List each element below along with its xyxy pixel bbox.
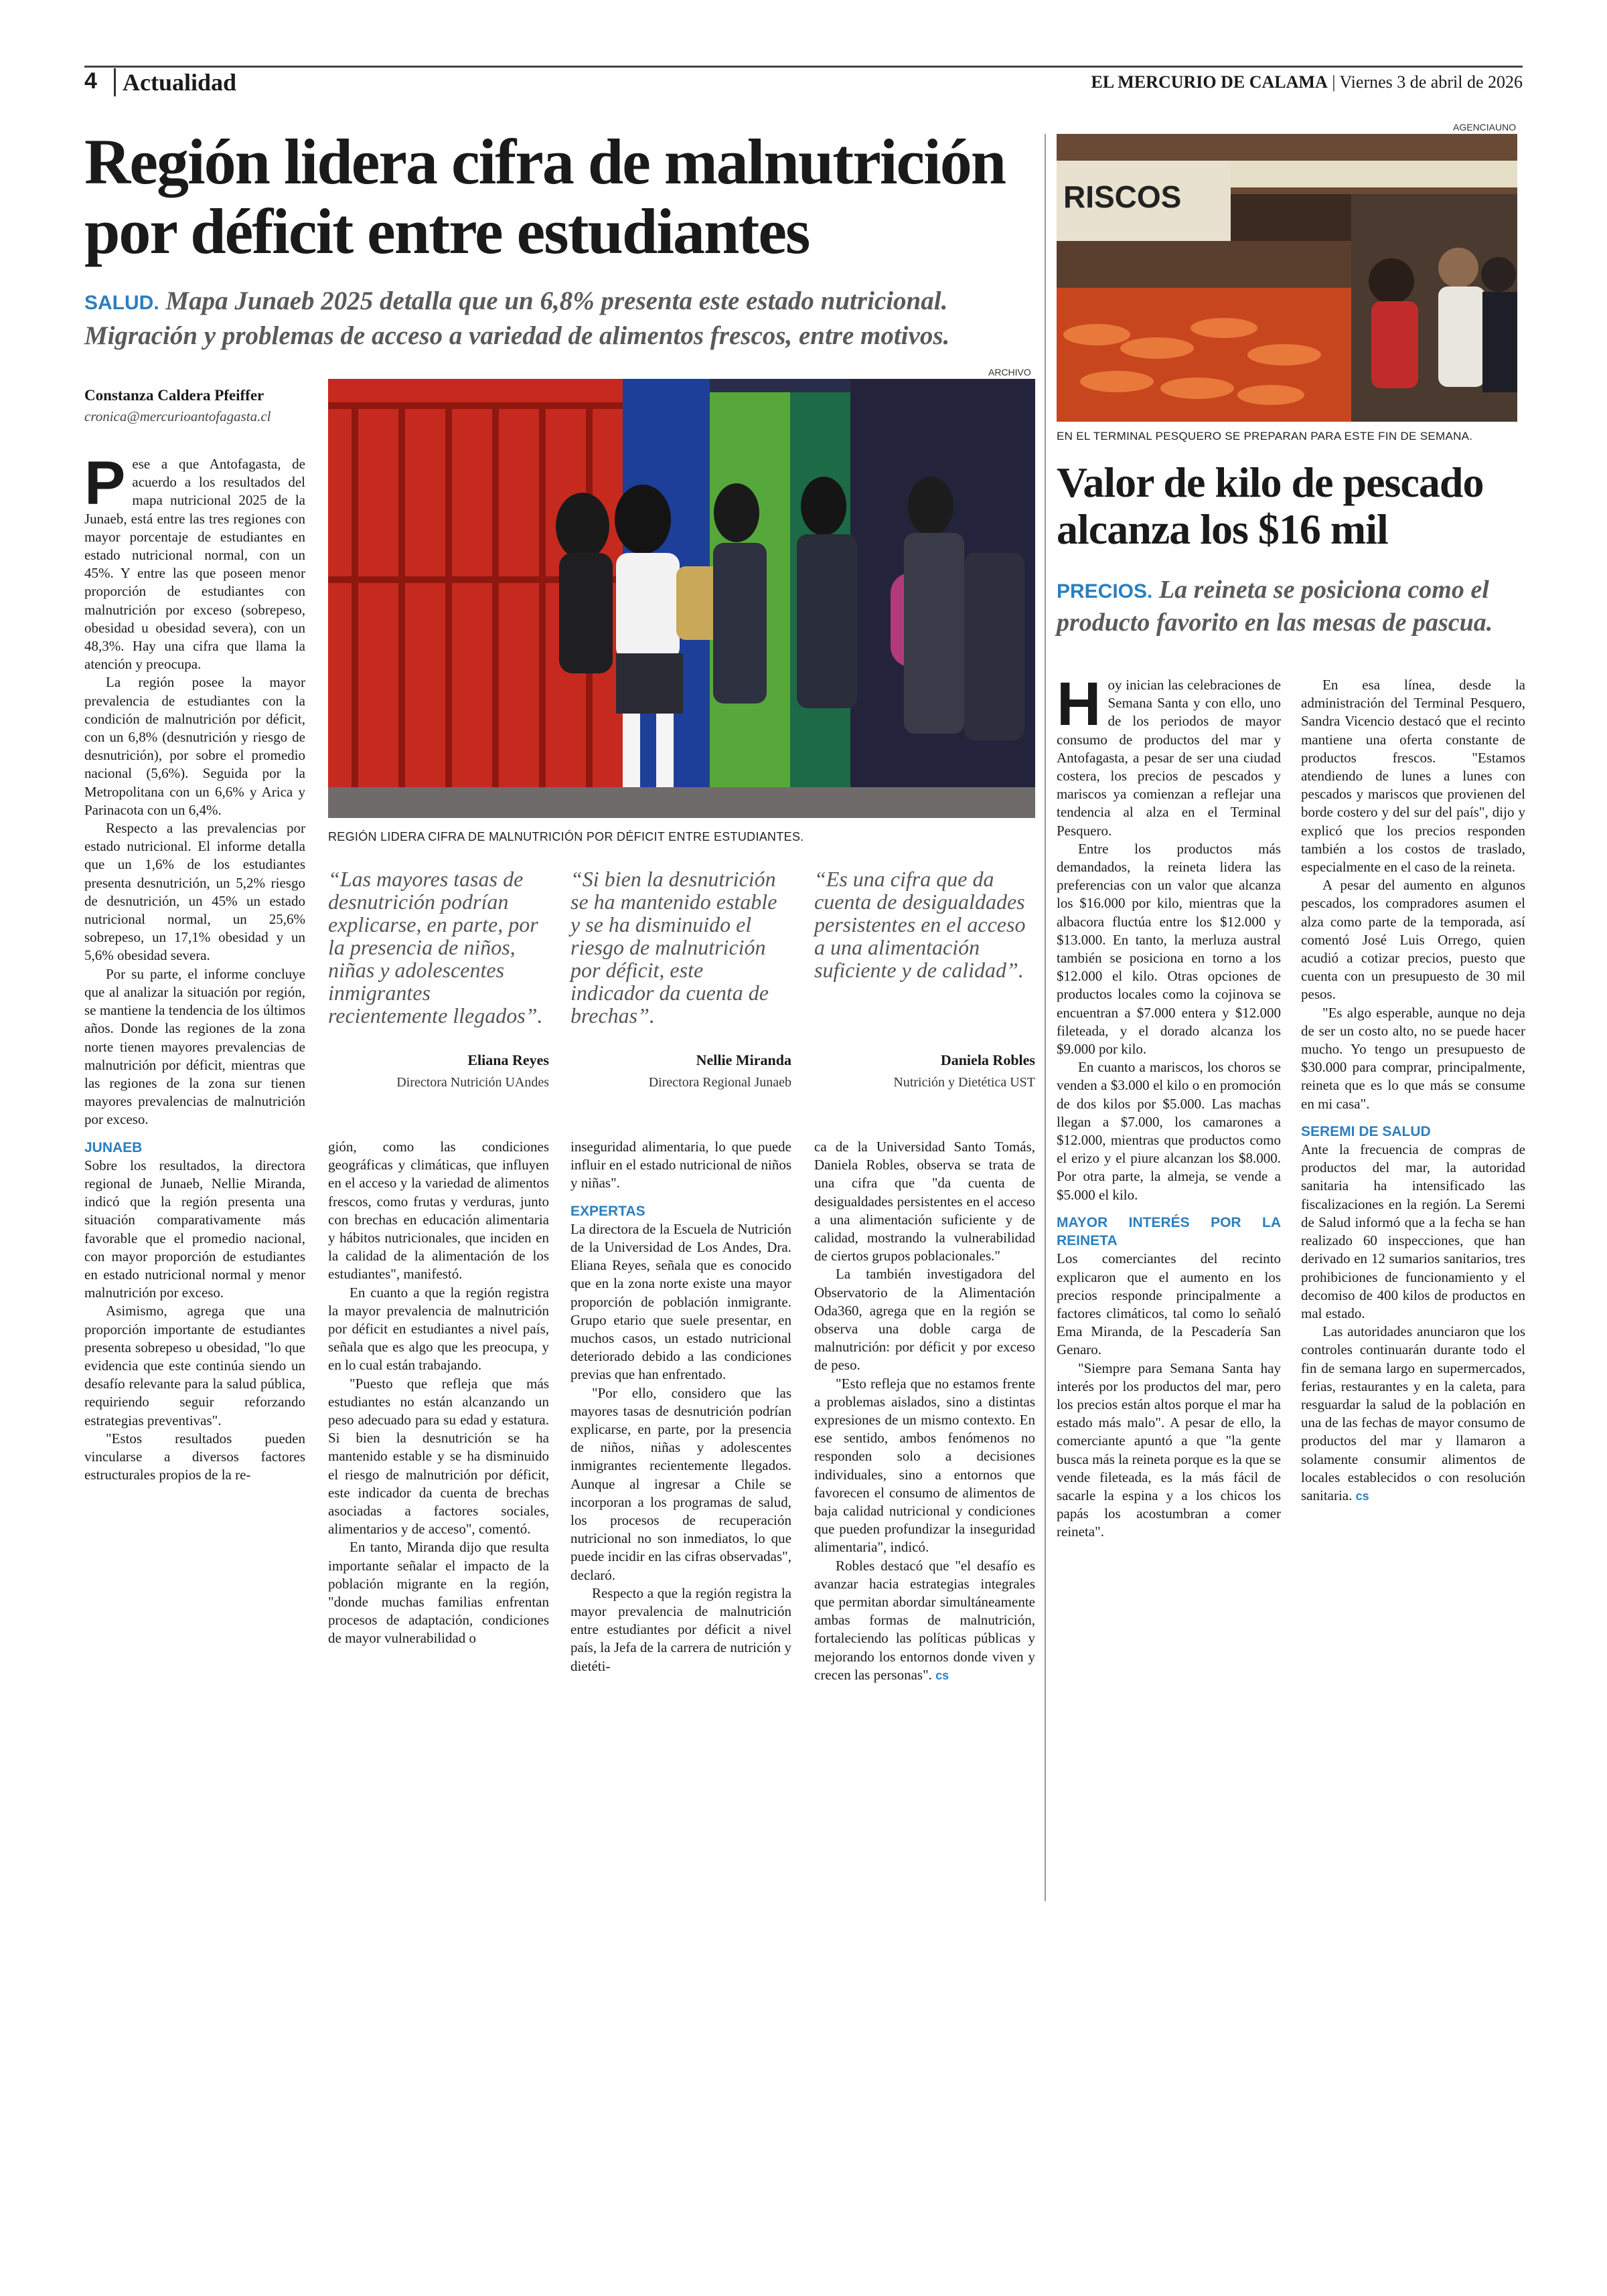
main-col3-p3: "Por ello, considero que las mayores tasas de desnutrición podrían explicarse, en parte, por la presencia de niños, niñas y adolescentes inmigrantes recientemente llegados. Aunque al ingresar a Chile se incorporan a los programas de salud, los procesos de recuperación nutricional no son inmediatos, lo que puede incidir en las cifras observadas", declaró. [570, 1384, 791, 1583]
second-lead-text: La reineta se posiciona como el producto favorito en las mesas de pascua. [1057, 576, 1493, 637]
dropcap-second: H [1057, 670, 1101, 738]
main-col4-p2: La también investigadora del Observatorio de la Alimentación Oda360, agrega que en la región se observa una doble carga de malnutrición: por déficit y por exceso de peso. [814, 1266, 1035, 1374]
main-lead-text: Mapa Junaeb 2025 detalla que un 6,8% presenta este estado nutricional. Migración y problemas de acceso a variedad de alimentos frescos, entre motivos. [84, 286, 950, 350]
second-col1-p5: "Siempre para Semana Santa hay interés por los productos del mar, pero los precios están altos porque el mar ha estado más malo". A pesar de ello, la comerciante apuntó a que "la gente busca más la reineta porque es la que se vende fileteada, es la más fácil de sacarle la espina y a los chicos los papás los acostumbran a comer reineta". [1057, 1360, 1281, 1540]
main-col2-p2: En cuanto a que la región registra la mayor prevalencia de malnutrición por déficit en estudiantes a nivel país, señala que es algo que les preocupa, y en lo cual están trabajando. [328, 1284, 549, 1374]
main-col2-p3: "Puesto que refleja que más estudiantes no están alcanzando un peso adecuado para su edad y estatura. Si bien la desnutrición se ha mantenido estable y se ha disminuido el riesgo de malnutrición por déficit, este indicador da cuenta de brechas asociadas a factores sociales, alimentarios y de acceso", comentó. [328, 1375, 549, 1538]
folio-rule [84, 66, 1523, 68]
main-col1-p4: Por su parte, el informe concluye que al analizar la situación por región, se mantiene la tendencia de los últimos años. Donde las regiones de la zona norte tienen mayores prevalencias de malnutrición por déficit, mientras que las regiones de la zona sur tienen mayores prevalencias de malnutrición por exceso. [84, 965, 305, 1128]
photo-caption-second: EN EL TERMINAL PESQUERO SE PREPARAN PARA ESTE FIN DE SEMANA. [1057, 430, 1473, 442]
second-col1-p4: Los comerciantes del recinto explicaron que el aumento en los precios responde principalmente a factores climáticos, tal como lo señaló Ema Miranda, de la Pescadería San Genaro. [1057, 1250, 1281, 1358]
pull-quote-2: “Si bien la desnutrición se ha mantenido estable y se ha disminuido el riesgo de malnutrición por déficit, este indicador da cuenta de brechas”. [570, 867, 777, 1028]
photo-credit-second: AGENCIAUNO [1453, 122, 1517, 133]
main-col2-p1: gión, como las condiciones geográficas y climáticas, que influyen en el acceso y la variedad de alimentos frescos, como frutas y verduras, junto con brechas en educación alimentaria y hábitos nutricionales, que inciden en la calidad de la alimentación de los estudiantes", manifestó. [328, 1139, 549, 1283]
photo-students [328, 379, 1035, 818]
second-col2-p4: Ante la frecuencia de compras de productos del mar, la autoridad sanitaria ha intensificado las fiscalizaciones en la región. La Seremi de Salud informó que a la fecha se han realizado 60 inspecciones, que han derivado en 12 sumarios sanitarios, tres prohibiciones de funcionamiento y el decomiso de 400 kilos de productos en mal estado. [1301, 1141, 1525, 1321]
photo-caption-main: REGIÓN LIDERA CIFRA DE MALNUTRICIÓN POR DÉFICIT ENTRE ESTUDIANTES. [328, 830, 804, 843]
photo-fish-market-image [1057, 134, 1517, 422]
section-name: Actualidad [114, 68, 236, 96]
subhead-junaeb: JUNAEB [84, 1139, 143, 1155]
main-lead [84, 284, 1035, 352]
main-col1-p6: Asimismo, agrega que una proporción importante de estudiantes presenta sobrepeso u obesidad, "lo que evidencia que este continúa siendo un desafío relevante para la salud pública, requiriendo seguir reforzando estrategias preventivas". [84, 1303, 305, 1428]
main-col1-p7: "Estos resultados pueden vincularse a diversos factores estructurales propios de la re- [84, 1430, 305, 1483]
main-kicker: SALUD. [84, 292, 159, 314]
second-col2-p1: En esa línea, desde la administración del Terminal Pesquero, Sandra Vicencio destacó que el recinto mantiene una oferta constante de productos frescos. "Estamos atendiendo de lunes a lunes con pescados y mariscos que provienen del borde costero y del sur del país", dijo y explicó que los precios responden también a los costos de traslado, especialmente en el caso de la reineta. [1301, 677, 1525, 876]
byline-author: Constanza Caldera Pfeiffer [84, 387, 264, 404]
second-col2-p3: "Es algo esperable, aunque no deja de ser un costo alto, no se puede hacer mucho. Yo tengo un presupuesto de $30.000 para comprar, principalmente, reineta que es lo que más se consume en mi casa". [1301, 1004, 1525, 1112]
publication-date: Viernes 3 de abril de 2026 [1339, 72, 1523, 92]
main-col2-p4: En tanto, Miranda dijo que resulta importante señalar el impacto de la población migrante en la región, "donde muchas familias enfrentan procesos de adaptación, condiciones de mayor vulnerabilidad o [328, 1539, 549, 1647]
pull-quote-1-role: Directora Nutrición UAndes [396, 1075, 549, 1090]
second-col1-p2: Entre los productos más demandados, la reineta lidera las preferencias con un valor que alcanza los $16.000 por kilo, mientras que la albacora fluctúa entre los $12.000 y $13.000. En tanto, la merluza austral también se posiciona en torno a los $12.000 el kilo. Otras opciones de productos locales como la cojinova se encuentran a $7.000 entera y $12.000 fileteada, y el dorado alcanza los $9.000 por kilo. [1057, 840, 1281, 1058]
main-column-4 [814, 1138, 1035, 1685]
subhead-reineta: MAYOR INTERÉS POR LA REINETA [1057, 1214, 1281, 1249]
main-headline: Región lidera cifra de malnutrición por déficit entre estudiantes [84, 126, 1006, 267]
main-col3-p1: inseguridad alimentaria, lo que puede influir en el estado nutricional de niños y niñas". [570, 1139, 791, 1192]
publication-name: EL MERCURIO DE CALAMA [1091, 72, 1328, 92]
pull-quote-2-role: Directora Regional Junaeb [648, 1075, 791, 1090]
second-col1-p1: oy inician las celebraciones de Semana Santa y con ello, uno de los periodos de mayor consumo de productos del mar y Antofagasta, a pesar de ser una ciudad costera, los precios de pescados y mariscos ya comienzan a reflejar una tendencia al alza en el Terminal Pesquero. [1057, 677, 1281, 839]
pull-quote-1-name: Eliana Reyes [467, 1052, 549, 1068]
pull-quote-2-name: Nellie Miranda [696, 1052, 791, 1068]
subhead-seremi: SEREMI DE SALUD [1301, 1123, 1431, 1139]
main-column-3 [570, 1138, 791, 1675]
main-col1-p3: Respecto a las prevalencias por estado nutricional. El informe detalla que un 1,6% de los estudiantes presenta desnutrición, un 5,2% riesgo de desnutrición, un 45% un estado nutricional normal, un 25,6% sobrepeso, un 17,1% obesidad y un 5,6% obesidad severa. [84, 820, 305, 964]
main-col1-p2: La región posee la mayor prevalencia de estudiantes con la condición de malnutrición por déficit, con un 6,8% (desnutrición y riesgo de desnutrición), por sobre el promedio nacional (5,6%). Seguida por la Metropolitana con un 6,6% y Arica y Parinacota con un 6,4%. [84, 674, 305, 818]
photo-credit-main: ARCHIVO [988, 367, 1031, 378]
end-mark-second: cs [1355, 1489, 1369, 1503]
subhead-expertas: EXPERTAS [570, 1203, 645, 1219]
pull-quote-3-role: Nutrición y Dietética UST [893, 1075, 1035, 1090]
second-column-2 [1301, 676, 1525, 1505]
end-mark-main: cs [935, 1668, 949, 1682]
main-col4-p4: Robles destacó que "el desafío es avanzar hacia estrategias integrales que permitan abordar simultáneamente ambas formas de malnutrición, fortaleciendo las políticas públicas y mejorando los entornos donde viven y crecen las personas". [814, 1557, 1035, 1683]
pull-quote-3-name: Daniela Robles [940, 1052, 1035, 1068]
main-col3-p2: La directora de la Escuela de Nutrición de la Universidad de Los Andes, Dra. Eliana Reyes, señala que es conocido que en la zona norte existe una mayor proporción de población inmigrante. Grupo etario que suele presentar, en muchos casos, un estado nutricional deteriorado debido a las condiciones previas que han enfrentado. [570, 1220, 791, 1383]
main-column-1 [84, 449, 305, 1484]
second-col1-p3: En cuanto a mariscos, los choros se venden a $3.000 el kilo o en promoción de dos kilos por $5.000. Las machas llegan a $7.000, los camarones a $12.000, mientras que productos como el erizo y el piure alcanzan los $8.000. Por otra parte, la almeja, se vende a $5.000 el kilo. [1057, 1059, 1281, 1203]
second-kicker: PRECIOS. [1057, 580, 1153, 602]
byline-email[interactable]: cronica@mercurioantofagasta.cl [84, 408, 271, 424]
second-col2-p5: Las autoridades anunciaron que los controles continuarán durante todo el fin de semana largo en supermercados, ferias, restaurantes y en la caleta, para resguardar la salud de la población en una de las fechas de mayor consumo de productos del mar y llamaron a solamente consumir alimentos de locales establecidos o con resolución sanitaria. [1301, 1323, 1525, 1503]
dropcap-main: P [84, 449, 126, 517]
photo-fish-market [1057, 134, 1517, 422]
publication-line: EL MERCURIO DE CALAMA | Viernes 3 de abril de 2026 [1091, 72, 1523, 92]
second-column-1 [1057, 670, 1281, 1542]
pull-quote-1: “Las mayores tasas de desnutrición podrían explicarse, en parte, por la presencia de niños, niñas y adolescentes inmigrantes recientemente llegados”. [328, 867, 543, 1028]
second-lead [1057, 574, 1525, 638]
second-headline: Valor de kilo de pescado alcanza los $16 mil [1057, 459, 1484, 553]
article-divider [1045, 134, 1046, 1901]
main-col3-p4: Respecto a que la región registra la mayor prevalencia de malnutrición entre estudiantes por déficit a nivel país, la Jefa de la carrera de nutrición y dietéti- [570, 1584, 791, 1674]
photo-students-image [328, 379, 1035, 818]
main-column-2 [328, 1138, 549, 1648]
main-col1-p5: Sobre los resultados, la directora regional de Junaeb, Nellie Miranda, indicó que la región presenta una situación comparativamente más favorable que el promedio nacional, con mayor proporción de estudiantes en estado nutricional normal y menor malnutrición por exceso. [84, 1157, 305, 1301]
page-number: 4 [84, 68, 97, 94]
pull-quote-3: “Es una cifra que da cuenta de desigualdades persistentes en el acceso a una alimentación suficiente y de calidad”. [814, 867, 1026, 982]
main-col4-p1: ca de la Universidad Santo Tomás, Daniela Robles, observa se trata de una cifra que "da cuenta de desigualdades persistentes en el acceso a una alimentación suficiente y de calidad, mostrando la vulnerabilidad de ciertos grupos poblacionales." [814, 1139, 1035, 1264]
main-col1-p1: ese a que Antofagasta, de acuerdo a los resultados del mapa nutricional 2025 de la Junaeb, está entre las tres regiones con mayor porcentaje de estudiantes en estado nutricional normal, con un 45%. Y entre las que poseen menor proporción de estudiantes con malnutrición por exceso (sobrepeso, obesidad u obesidad severa), con un 48,3%. Hay una cifra que llama la atención y preocupa. [84, 456, 305, 673]
main-col4-p3: "Esto refleja que no estamos frente a problemas aislados, sino a distintas expresiones de un mismo contexto. En ese sentido, ambos fenómenos no responden solo a decisiones individuales, sino a entornos que favorecen el consumo de alimentos de baja calidad nutricional y condiciones que pueden profundizar la inseguridad alimentaria", indicó. [814, 1375, 1035, 1556]
second-col2-p2: A pesar del aumento en algunos pescados, los compradores asumen el alza como parte de la temporada, así comentó José Luis Orrego, quien acudió a cotizar precios, puesto que cuenta con un presupuesto de 30 mil pesos. [1301, 877, 1525, 1003]
market-sign-text: RISCOS [1063, 179, 1182, 214]
